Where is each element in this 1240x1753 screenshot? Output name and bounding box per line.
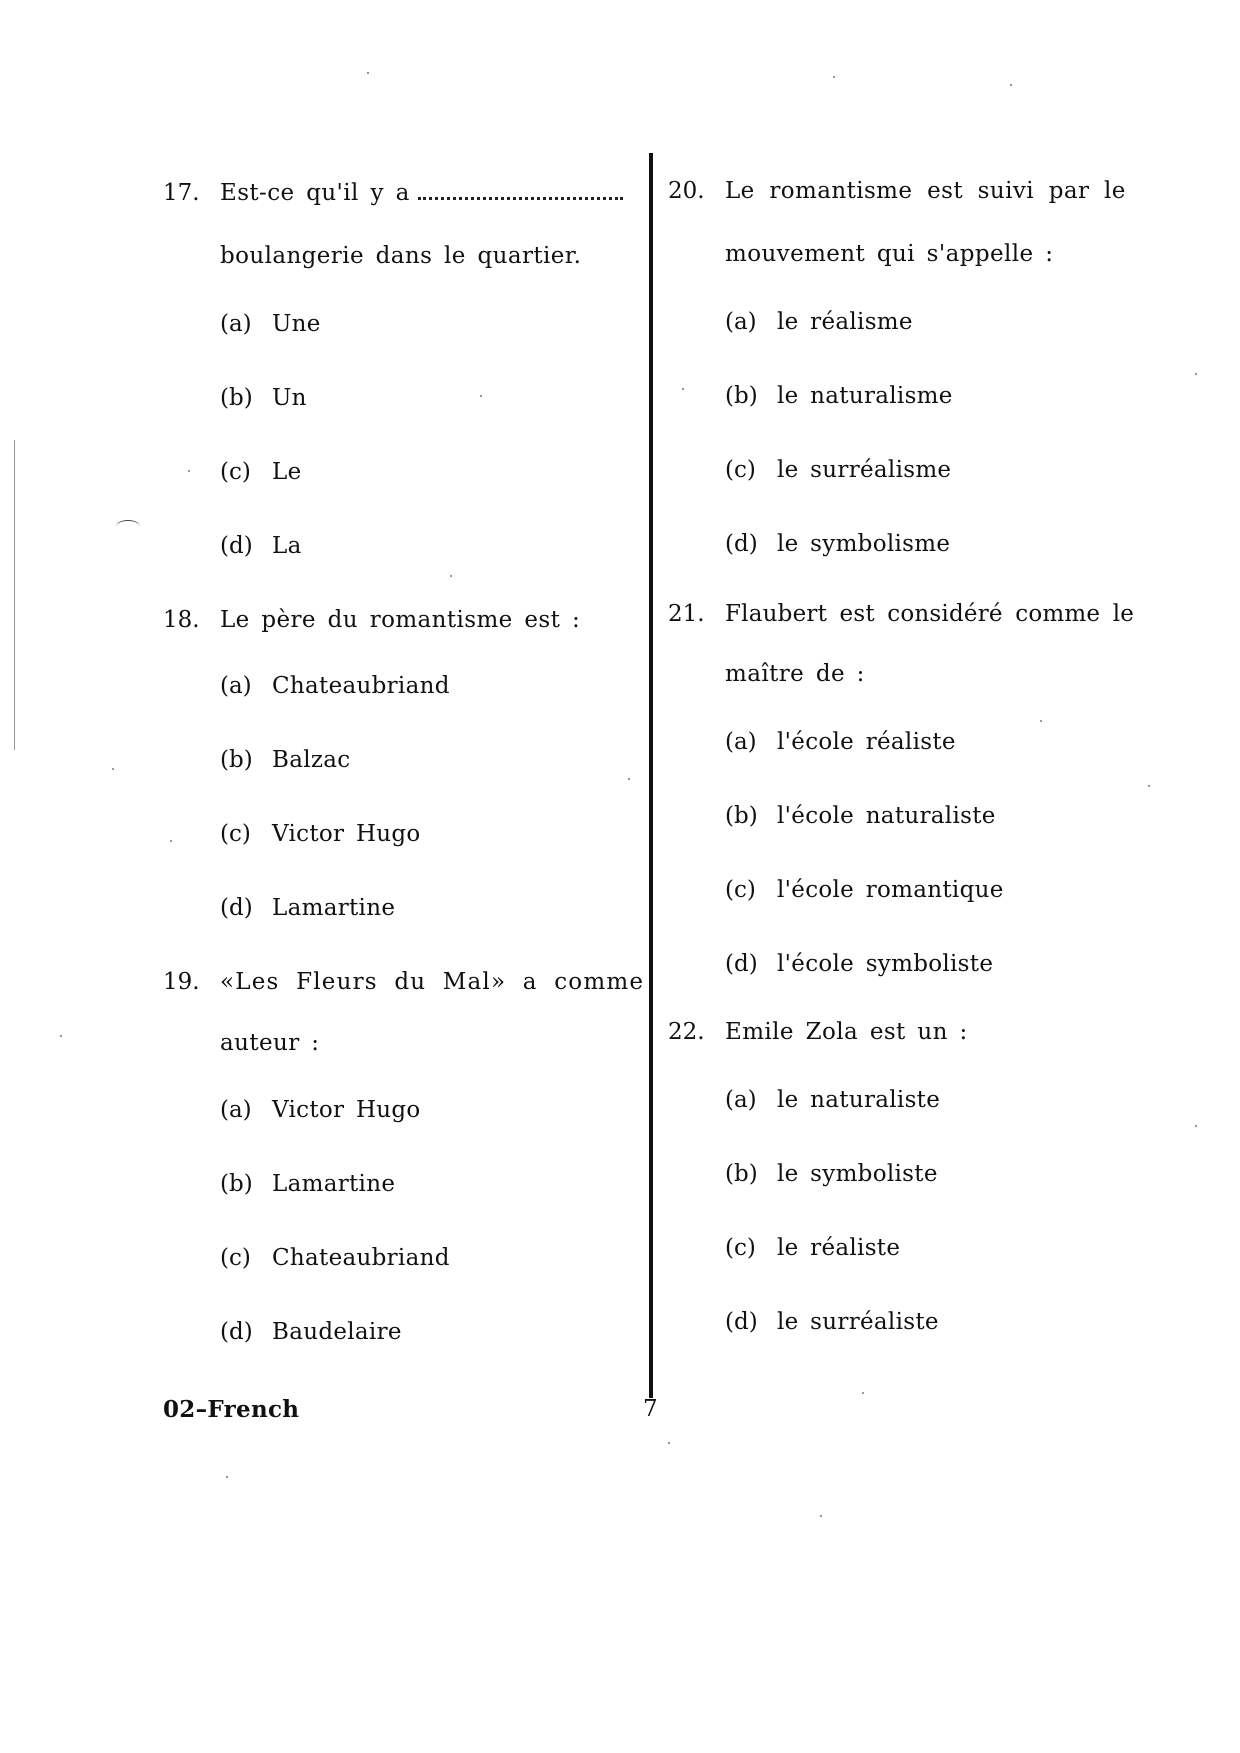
option-text: Lamartine	[272, 895, 396, 921]
option-text: le naturalisme	[777, 383, 953, 409]
option-text: le symboliste	[777, 1161, 938, 1187]
option-letter: (b)	[725, 1161, 758, 1187]
right-column	[668, 150, 1148, 1337]
option-letter: (c)	[725, 877, 756, 903]
option-d	[725, 1307, 1148, 1337]
option-a	[725, 1085, 1148, 1115]
scan-speck	[820, 1515, 822, 1517]
question-text: Le père du romantisme est :	[220, 607, 581, 633]
question-text-continuation: boulangerie dans le quartier.	[220, 243, 582, 269]
option-c	[220, 457, 643, 487]
question-number: 17.	[163, 180, 200, 206]
option-text: Baudelaire	[272, 1319, 402, 1345]
option-letter: (c)	[220, 1245, 251, 1271]
column-divider	[649, 153, 653, 1398]
option-text: le réaliste	[777, 1235, 901, 1261]
option-a	[725, 307, 1148, 337]
scan-speck	[668, 1442, 670, 1444]
option-letter: (d)	[725, 951, 758, 977]
option-text: La	[272, 533, 302, 559]
option-text: Chateaubriand	[272, 673, 450, 699]
option-d	[725, 949, 1148, 979]
option-letter: (d)	[725, 1309, 758, 1335]
question-text: «Les Fleurs du Mal» a comme	[220, 969, 645, 995]
option-b	[220, 745, 643, 775]
option-b	[220, 383, 643, 413]
option-d	[725, 529, 1148, 559]
question-20	[668, 176, 1148, 559]
paper-code: 02–French	[163, 1396, 300, 1423]
option-letter: (a)	[220, 1097, 252, 1123]
question-text: Est-ce qu'il y a	[220, 180, 410, 206]
option-text: l'école réaliste	[777, 729, 956, 755]
left-column	[163, 150, 643, 1347]
fill-in-blank	[418, 183, 623, 200]
question-21	[668, 599, 1148, 979]
option-letter: (b)	[220, 385, 253, 411]
scan-speck	[450, 575, 452, 577]
option-c	[725, 455, 1148, 485]
option-letter: (b)	[725, 383, 758, 409]
scan-speck	[1040, 720, 1042, 722]
option-letter: (a)	[220, 673, 252, 699]
scan-speck	[480, 395, 482, 397]
scan-speck	[833, 76, 835, 78]
option-b	[220, 1169, 643, 1199]
scan-speck	[682, 388, 684, 390]
option-text: l'école naturaliste	[777, 803, 996, 829]
scan-speck	[862, 1392, 864, 1394]
option-letter: (c)	[220, 821, 251, 847]
option-letter: (a)	[220, 311, 252, 337]
question-22	[668, 1017, 1148, 1337]
question-number: 20.	[668, 178, 705, 204]
option-text: Un	[272, 385, 307, 411]
option-a	[220, 671, 643, 701]
scan-speck	[1195, 373, 1197, 375]
option-letter: (a)	[725, 309, 757, 335]
question-text-continuation: maître de :	[725, 661, 865, 687]
option-text: Victor Hugo	[272, 1097, 421, 1123]
option-text: le naturaliste	[777, 1087, 941, 1113]
option-letter: (b)	[725, 803, 758, 829]
option-letter: (b)	[220, 747, 253, 773]
option-letter: (c)	[725, 1235, 756, 1261]
question-text: Le romantisme est suivi par le	[725, 178, 1126, 204]
question-number: 19.	[163, 969, 200, 995]
scan-speck	[170, 840, 172, 842]
option-text: l'école symboliste	[777, 951, 994, 977]
option-letter: (a)	[725, 1087, 757, 1113]
option-b	[725, 801, 1148, 831]
scan-speck	[60, 1035, 62, 1037]
question-number: 21.	[668, 601, 705, 627]
option-text: Balzac	[272, 747, 351, 773]
option-a	[725, 727, 1148, 757]
option-text: le surréaliste	[777, 1309, 939, 1335]
option-letter: (c)	[725, 457, 756, 483]
question-17	[163, 178, 643, 561]
option-letter: (b)	[220, 1171, 253, 1197]
scan-speck	[1010, 84, 1012, 86]
option-letter: (d)	[220, 1319, 253, 1345]
option-letter: (a)	[725, 729, 757, 755]
question-text-continuation: auteur :	[220, 1030, 320, 1056]
option-letter: (d)	[220, 895, 253, 921]
option-text: l'école romantique	[777, 877, 1004, 903]
scan-curl-mark	[116, 520, 140, 533]
scan-speck	[367, 72, 369, 74]
option-d	[220, 1317, 643, 1347]
option-text: Victor Hugo	[272, 821, 421, 847]
scan-speck	[1148, 785, 1150, 787]
option-d	[220, 893, 643, 923]
option-a	[220, 309, 643, 339]
question-text: Flaubert est considéré comme le	[725, 601, 1135, 627]
scan-speck	[1195, 1125, 1197, 1127]
option-b	[725, 1159, 1148, 1189]
scan-speck	[628, 778, 630, 780]
question-number: 18.	[163, 607, 200, 633]
option-text: le symbolisme	[777, 531, 951, 557]
option-text: Une	[272, 311, 321, 337]
option-text: Chateaubriand	[272, 1245, 450, 1271]
scan-speck	[226, 1476, 228, 1478]
question-18	[163, 605, 643, 923]
scan-speck	[112, 768, 114, 770]
option-c	[725, 1233, 1148, 1263]
option-letter: (d)	[220, 533, 253, 559]
question-text-continuation: mouvement qui s'appelle :	[725, 241, 1054, 267]
option-letter: (c)	[220, 459, 251, 485]
option-d	[220, 531, 643, 561]
option-a	[220, 1095, 643, 1125]
option-c	[725, 875, 1148, 905]
question-number: 22.	[668, 1019, 705, 1045]
scan-speck	[188, 470, 190, 472]
option-c	[220, 1243, 643, 1273]
option-b	[725, 381, 1148, 411]
question-text: Emile Zola est un :	[725, 1019, 968, 1045]
option-letter: (d)	[725, 531, 758, 557]
option-text: le surréalisme	[777, 457, 952, 483]
option-text: le réalisme	[777, 309, 913, 335]
page-number: 7	[643, 1396, 658, 1422]
option-c	[220, 819, 643, 849]
question-19	[163, 967, 643, 1347]
option-text: Lamartine	[272, 1171, 396, 1197]
scan-edge-mark	[14, 440, 15, 750]
option-text: Le	[272, 459, 302, 485]
